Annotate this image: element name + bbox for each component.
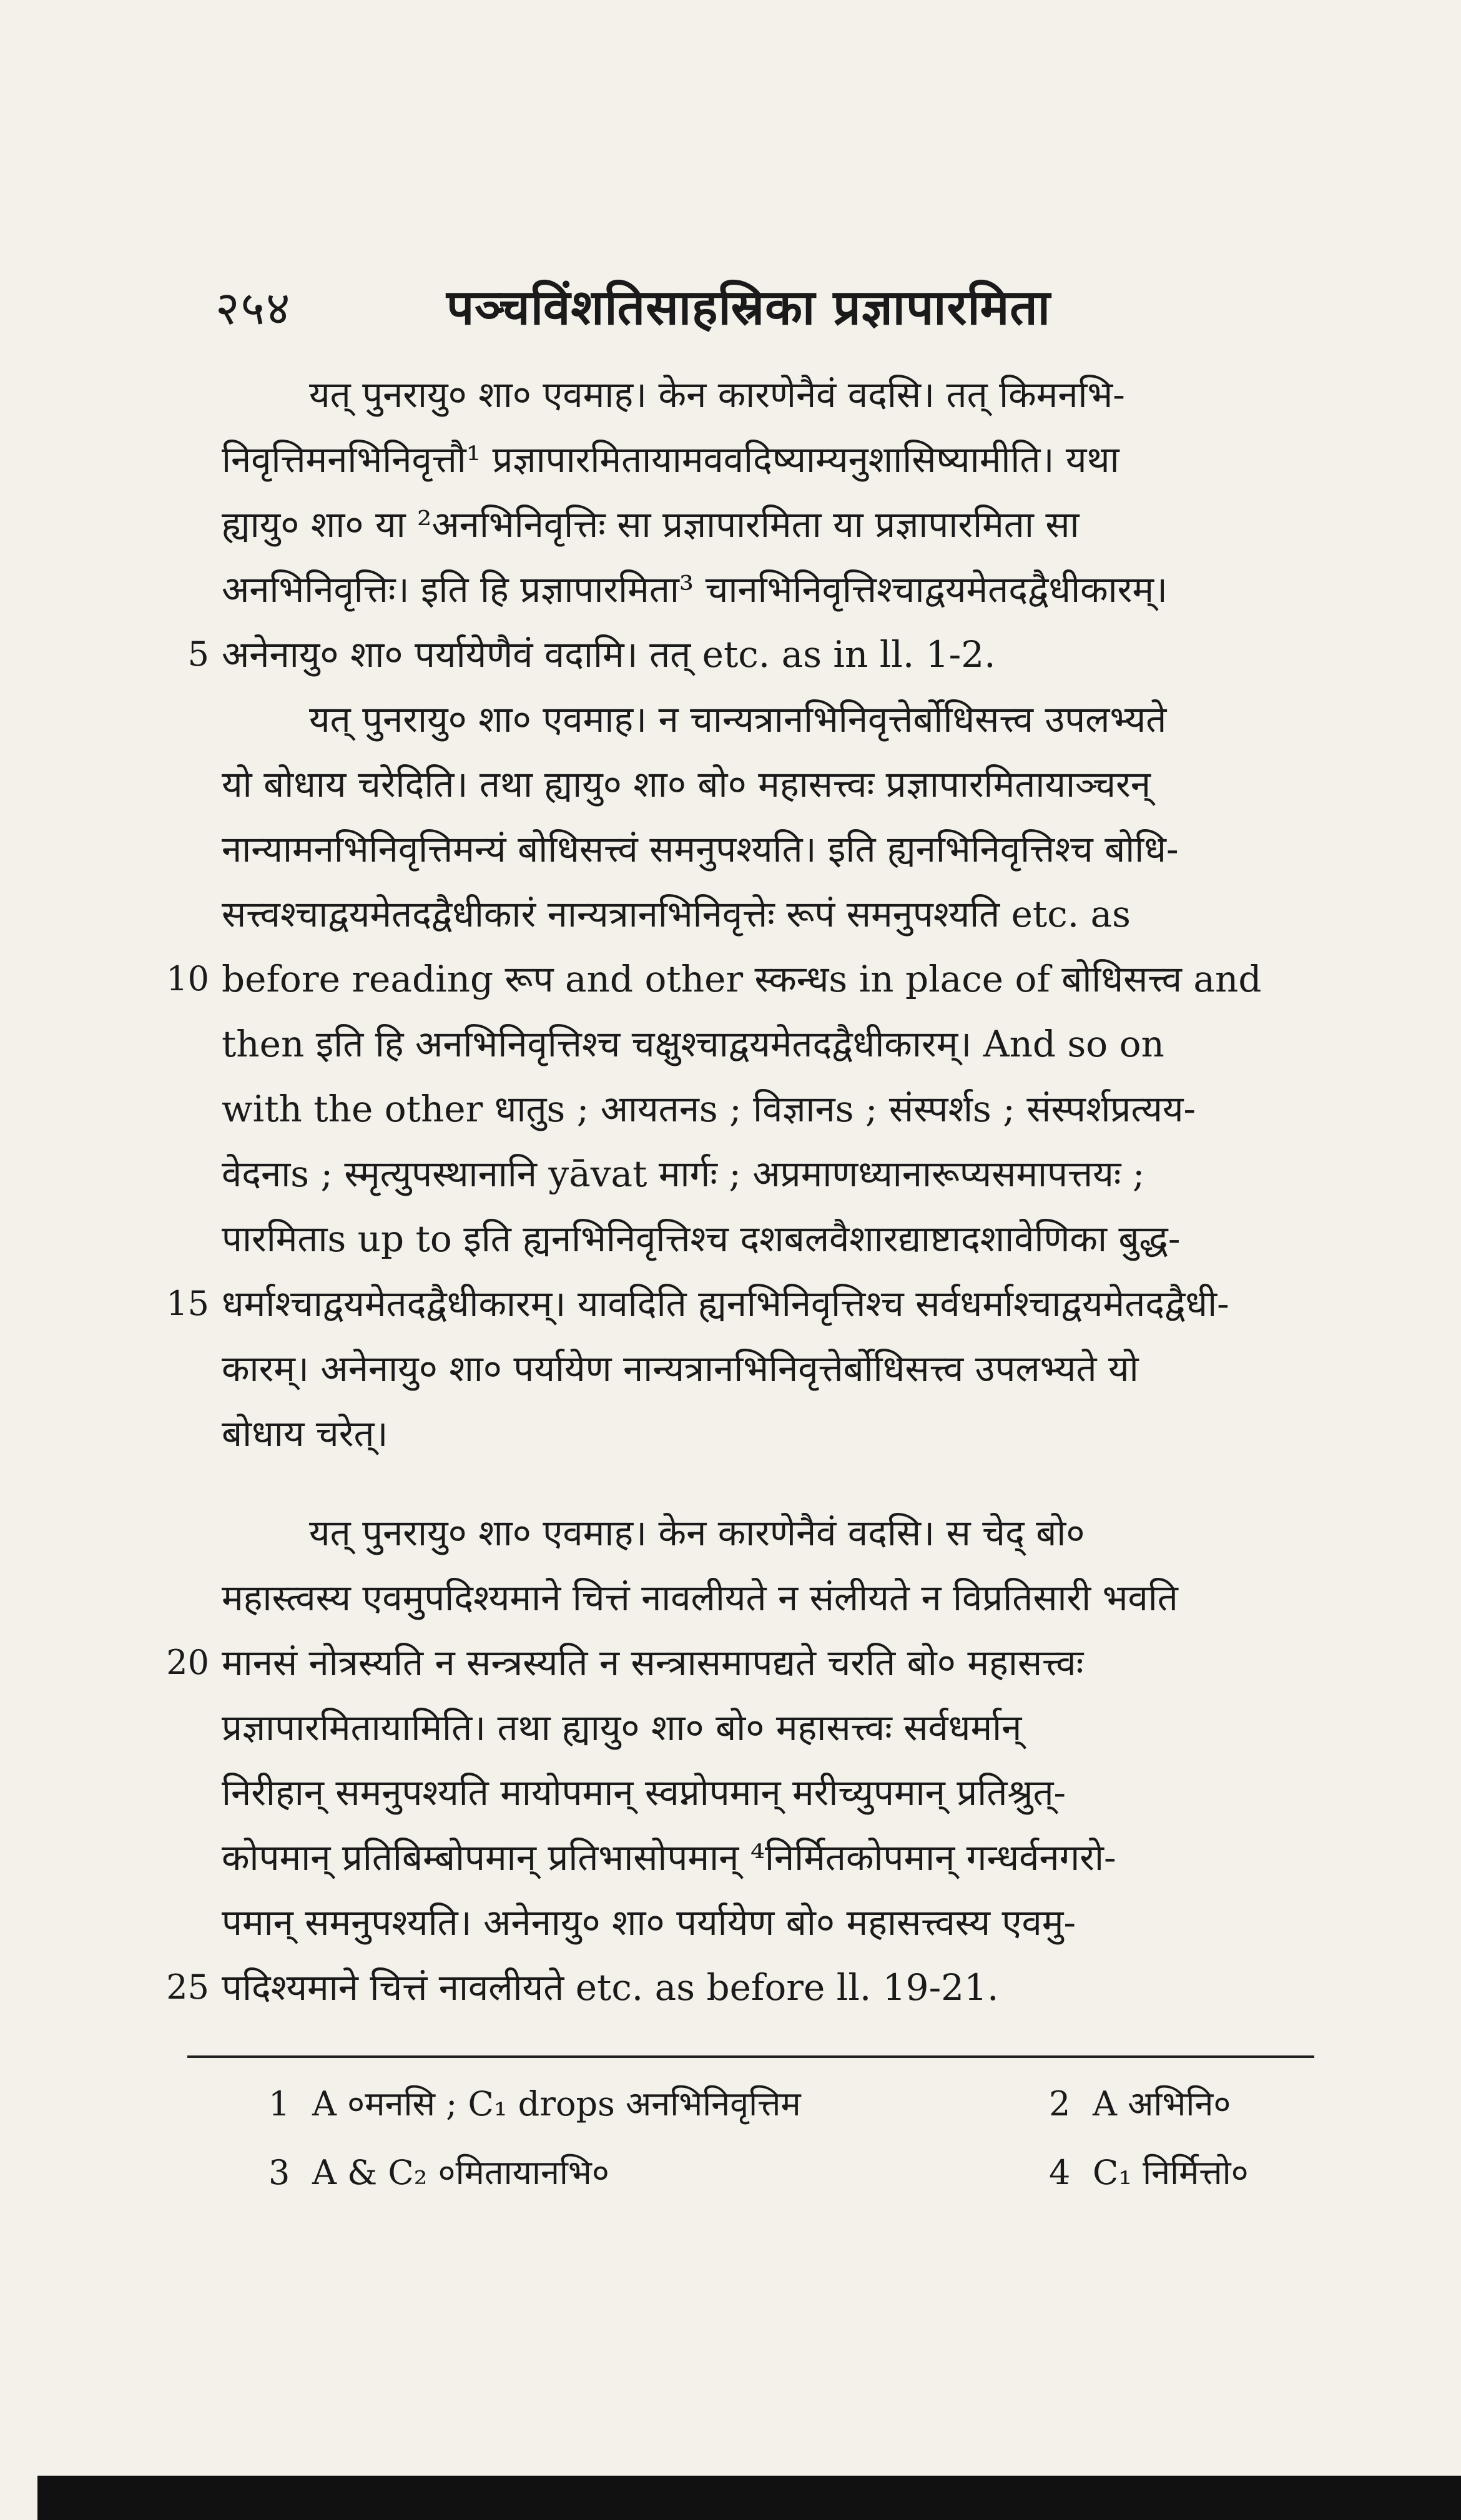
- line-text: पमान् समनुपश्यति। अनेनायु० शा० पर्यायेण बो० महासत्त्वस्य एवमु-: [222, 1901, 1076, 1944]
- footnote-2: [1049, 2079, 1231, 2125]
- footnote-text: A & C₂ ०मितायानभि०: [312, 2153, 609, 2192]
- line-text: बोधाय चरेत्।: [222, 1412, 388, 1455]
- text-line: [153, 1500, 1339, 1565]
- text-line: [153, 1076, 1339, 1141]
- line-text: कारम्। अनेनायु० शा० पर्यायेण नान्यत्रानभिनिवृत्तेर्बोधिसत्त्व उपलभ्यते यो: [222, 1347, 1139, 1390]
- line-number: 20: [166, 1643, 209, 1682]
- text-line: [153, 492, 1339, 557]
- text-line: [153, 622, 1339, 687]
- footnote-1: [268, 2079, 801, 2125]
- text-line: [153, 1825, 1339, 1890]
- footnote-number: 3: [268, 2153, 290, 2192]
- footnote-text: A अभिनि०: [1093, 2084, 1231, 2124]
- text-line: [153, 1141, 1339, 1206]
- line-text: नान्यामनभिनिवृत्तिमन्यं बोधिसत्त्वं समनुपश्यति। इति ह्यनभिनिवृत्तिश्च बोधि-: [222, 828, 1179, 870]
- line-text: मानसं नोत्रस्यति न सन्त्रस्यति न सन्त्रासमापद्यते चरति बो० महासत्त्वः: [222, 1641, 1084, 1684]
- line-text: अनभिनिवृत्तिः। इति हि प्रज्ञापारमिता³ चानभिनिवृत्तिश्चाद्वयमेतदद्वैधीकारम्।: [222, 568, 1168, 611]
- text-line: [153, 1271, 1339, 1336]
- line-text: then इति हि अनभिनिवृत्तिश्च चक्षुश्चाद्वयमेतदद्वैधीकारम्। And so on: [222, 1023, 1164, 1065]
- footnote-number: 1: [268, 2084, 290, 2124]
- scan-bottom-edge: [37, 2476, 1461, 2520]
- text-line: [153, 1955, 1339, 2020]
- text-line: [153, 817, 1339, 882]
- text-line: [153, 1695, 1339, 1760]
- text-line: [153, 1336, 1339, 1401]
- line-text: महास्त्वस्य एवमुपदिश्यमाने चित्तं नावलीयते न संलीयते न विप्रतिसारी भवति: [222, 1577, 1178, 1619]
- line-text: यो बोधाय चरेदिति। तथा ह्यायु० शा० बो० महासत्त्वः प्रज्ञापारमितायाञ्चरन्: [222, 763, 1151, 805]
- text-line: [153, 1630, 1339, 1695]
- header-title: पञ्चविंशतिसाहस्रिका प्रज्ञापारमिता: [446, 279, 1051, 336]
- text-line: [153, 362, 1339, 427]
- line-number: 10: [166, 959, 209, 998]
- line-number: 15: [166, 1284, 209, 1323]
- line-text: ह्यायु० शा० या ²अनभिनिवृत्तिः सा प्रज्ञापारमिता या प्रज्ञापारमिता सा: [222, 503, 1080, 546]
- line-number: 5: [187, 634, 209, 674]
- footnote-3: [268, 2148, 609, 2194]
- line-text: with the other धातुs ; आयतनs ; विज्ञानs ; संस्पर्शs ; संस्पर्शप्रत्यय-: [222, 1088, 1196, 1130]
- footnote-number: 4: [1049, 2153, 1071, 2192]
- line-text: कोपमान् प्रतिबिम्बोपमान् प्रतिभासोपमान् ⁴निर्मितकोपमान् गन्धर्वनगरो-: [222, 1836, 1116, 1879]
- line-text: यत् पुनरायु० शा० एवमाह। केन कारणेनैवं वदसि। तत् किमनभि-: [309, 373, 1125, 416]
- text-line: [153, 557, 1339, 622]
- text-line: [153, 1565, 1339, 1630]
- text-line: [153, 1206, 1339, 1271]
- page-number: २५४: [215, 282, 292, 335]
- line-text: प्रज्ञापारमितायामिति। तथा ह्यायु० शा० बो० महासत्त्वः सर्वधर्मान्: [222, 1706, 1022, 1749]
- text-line: [153, 1760, 1339, 1825]
- text-line: [153, 882, 1339, 947]
- running-head: [215, 268, 1339, 343]
- line-text: निरीहान् समनुपश्यति मायोपमान् स्वप्नोपमान् मरीच्युपमान् प्रतिश्रुत्-: [222, 1771, 1066, 1814]
- text-line: [153, 687, 1339, 752]
- text-line: [153, 427, 1339, 492]
- line-text: निवृत्तिमनभिनिवृत्तौ¹ प्रज्ञापारमितायामववदिष्याम्यनुशासिष्यामीति। यथा: [222, 438, 1119, 481]
- line-number: 25: [166, 1967, 209, 2007]
- text-line: [153, 947, 1339, 1011]
- body-text: [153, 362, 1339, 2020]
- footnote-text: C₁ निर्मित्तो०: [1093, 2153, 1249, 2192]
- footnote-4: [1049, 2148, 1249, 2194]
- line-text: पदिश्यमाने चित्तं नावलीयते etc. as before ll. 19-21.: [222, 1966, 999, 2009]
- text-line: [153, 1890, 1339, 1955]
- line-text: before reading रूप and other स्कन्धs in place of बोधिसत्त्व and: [222, 958, 1262, 1000]
- footnote-text: A ०मनसि ; C₁ drops अनभिनिवृत्तिम: [312, 2084, 801, 2124]
- footnote-rule: [187, 2055, 1314, 2058]
- paragraph-gap: [153, 1466, 1339, 1500]
- line-text: यत् पुनरायु० शा० एवमाह। केन कारणेनैवं वदसि। स चेद् बो०: [309, 1512, 1085, 1554]
- line-text: पारमिताs up to इति ह्यनभिनिवृत्तिश्च दशबलवैशारद्याष्टादशावेणिका बुद्ध-: [222, 1218, 1181, 1260]
- line-text: सत्त्वश्चाद्वयमेतदद्वैधीकारं नान्यत्रानभिनिवृत्तेः रूपं समनुपश्यति etc. as: [222, 893, 1131, 935]
- line-text: अनेनायु० शा० पर्यायेणैवं वदामि। तत् etc. as in ll. 1-2.: [222, 633, 996, 676]
- line-text: वेदनाs ; स्मृत्युपस्थानानि yāvat मार्गः ; अप्रमाणध्यानारूप्यसमापत्तयः ;: [222, 1153, 1145, 1195]
- text-line: [153, 752, 1339, 817]
- line-text: धर्माश्चाद्वयमेतदद्वैधीकारम्। यावदिति ह्यनभिनिवृत्तिश्च सर्वधर्माश्चाद्वयमेतदद्वैधी-: [222, 1282, 1229, 1325]
- line-text: यत् पुनरायु० शा० एवमाह। न चान्यत्रानभिनिवृत्तेर्बोधिसत्त्व उपलभ्यते: [309, 698, 1167, 741]
- text-line: [153, 1011, 1339, 1076]
- footnote-number: 2: [1049, 2084, 1071, 2124]
- text-line: [153, 1401, 1339, 1466]
